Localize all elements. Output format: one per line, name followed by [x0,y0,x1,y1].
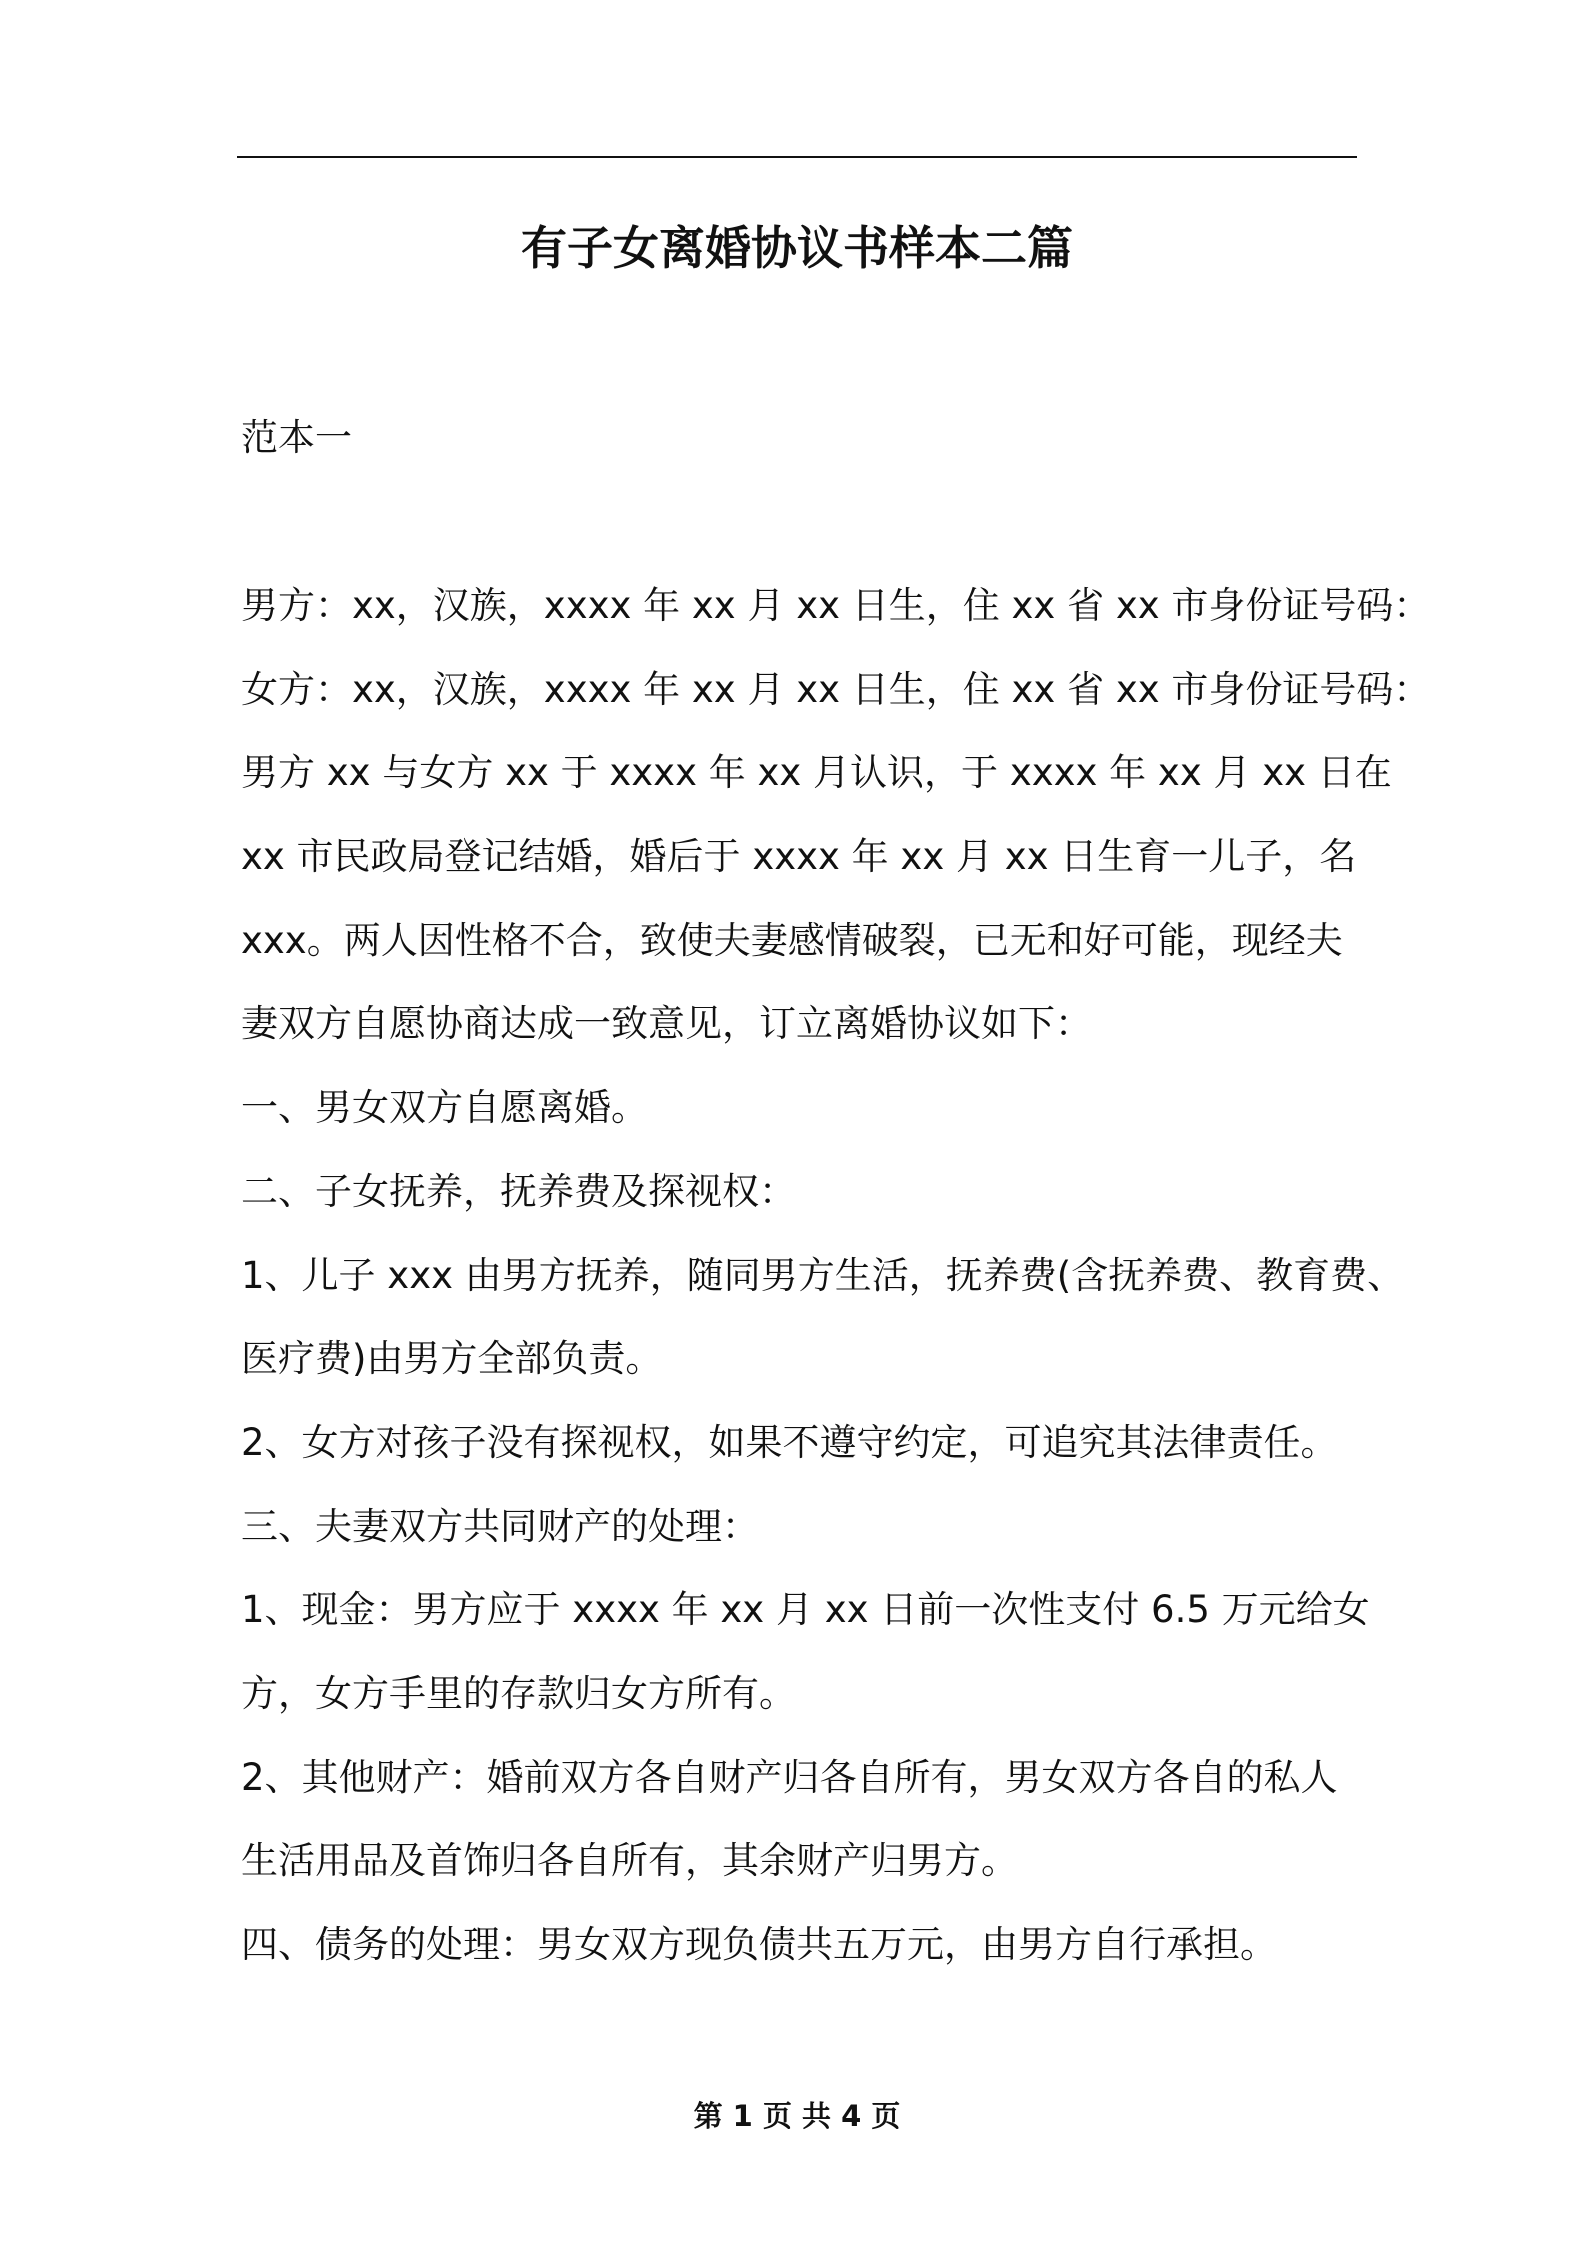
body-line: 医疗费)由男方全部负责。 [241,1337,663,1381]
body-line-female-party: 女方：xx，汉族，xxxx 年 xx 月 xx 日生，住 xx 省 xx 市身份证号码： [241,667,1431,711]
clause-heading-4: 四、债务的处理：男女双方现负债共五万元，由男方自行承担。 [241,1923,1277,1966]
page-number-footer: 第 1 页 共 4 页 [693,2099,901,2133]
clause-heading-3: 三、夫妻双方共同财产的处理： [241,1504,759,1548]
document-body [241,578,1431,2001]
body-line: 方，女方手里的存款归女方所有。 [241,1671,796,1715]
body-line: 2、女方对孩子没有探视权，如果不遵守约定，可追究其法律责任。 [241,1420,1338,1464]
document-title: 有子女离婚协议书样本二篇 [521,221,1073,275]
body-line: 2、其他财产：婚前双方各自财产归各自所有，男女双方各自的私人 [241,1755,1338,1799]
header-rule [237,156,1357,158]
body-line-male-party: 男方：xx，汉族，xxxx 年 xx 月 xx 日生，住 xx 省 xx 市身份证号码： [241,584,1431,627]
body-line: 生活用品及首饰归各自所有，其余财产归男方。 [241,1839,1018,1883]
body-line: 1、现金：男方应于 xxxx 年 xx 月 xx 日前一次性支付 6.5 万元给女 [241,1588,1370,1632]
body-line: xxx。两人因性格不合，致使夫妻感情破裂，已无和好可能，现经夫 [241,918,1343,962]
body-line: xx 市民政局登记结婚，婚后于 xxxx 年 xx 月 xx 日生育一儿子，名 [241,835,1357,879]
body-line: 妻双方自愿协商达成一致意见，订立离婚协议如下： [241,1002,1092,1046]
body-line: 1、儿子 xxx 由男方抚养，随同男方生活，抚养费(含抚养费、教育费、 [241,1253,1405,1297]
section-label: 范本一 [241,416,352,459]
body-line: 男方 xx 与女方 xx 于 xxxx 年 xx 月认识，于 xxxx 年 xx 月 xx 日在 [241,751,1392,795]
clause-heading-1: 一、男女双方自愿离婚。 [241,1086,648,1130]
clause-heading-2: 二、子女抚养，抚养费及探视权： [241,1169,796,1213]
